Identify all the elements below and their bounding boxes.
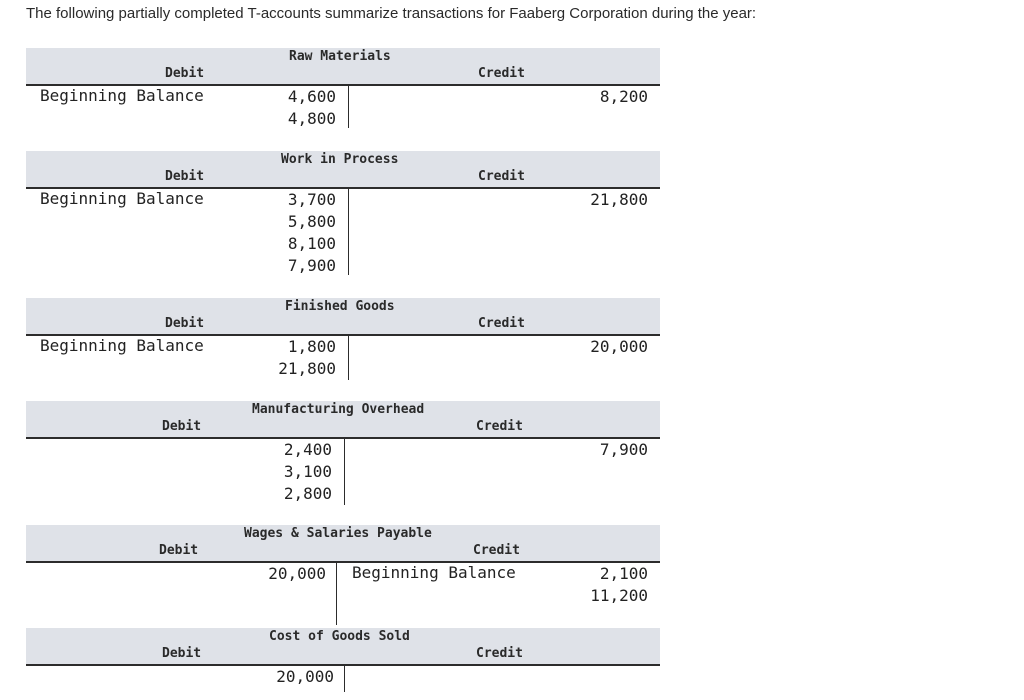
t-account-divider	[344, 666, 345, 692]
credit-value: 7,900	[599, 440, 648, 459]
t-account-work-in-process	[26, 151, 660, 276]
debit-value: 21,800	[278, 359, 336, 378]
credit-column	[590, 336, 648, 358]
debit-value: 20,000	[276, 667, 334, 686]
debit-value: 8,100	[287, 234, 336, 253]
t-account-finished-goods	[26, 298, 660, 380]
t-account-wages-salaries-payable	[26, 525, 660, 625]
credit-header: Credit	[478, 316, 525, 331]
t-account-divider	[344, 439, 345, 505]
t-account-divider	[336, 563, 337, 625]
credit-value: 21,800	[590, 190, 648, 209]
debit-value: 7,900	[287, 256, 336, 275]
t-account-title: Finished Goods	[285, 299, 395, 314]
debit-value: 4,600	[287, 87, 336, 106]
debit-column	[288, 86, 336, 130]
debit-value: 4,800	[287, 109, 336, 128]
debit-header: Debit	[165, 66, 205, 81]
beginning-balance-label: Beginning Balance	[40, 189, 204, 208]
credit-column	[600, 439, 648, 461]
beginning-balance-label: Beginning Balance	[352, 563, 516, 582]
debit-value: 1,800	[287, 337, 336, 356]
debit-value: 2,800	[283, 484, 332, 503]
debit-value: 3,700	[287, 190, 336, 209]
debit-value: 2,400	[283, 440, 332, 459]
beginning-balance-label: Beginning Balance	[40, 86, 204, 105]
credit-value: 20,000	[590, 337, 648, 356]
credit-header: Credit	[478, 66, 525, 81]
credit-header: Credit	[476, 646, 523, 661]
credit-value: 11,200	[590, 586, 648, 605]
debit-value: 5,800	[287, 212, 336, 231]
debit-value: 3,100	[283, 462, 332, 481]
credit-header: Credit	[473, 543, 520, 558]
t-account-title: Wages & Salaries Payable	[244, 526, 432, 541]
t-account-manufacturing-overhead	[26, 401, 660, 505]
t-account-title: Work in Process	[281, 152, 399, 167]
credit-column	[600, 86, 648, 108]
t-account-divider	[348, 336, 349, 380]
debit-header: Debit	[162, 646, 202, 661]
credit-value: 8,200	[599, 87, 648, 106]
debit-header: Debit	[159, 543, 199, 558]
debit-column	[278, 336, 336, 380]
debit-value: 20,000	[268, 564, 326, 583]
t-account-title: Raw Materials	[289, 49, 391, 64]
credit-header: Credit	[478, 169, 525, 184]
beginning-balance-label: Beginning Balance	[40, 336, 204, 355]
intro-text: The following partially completed T-accounts summarize transactions for Faaberg Corporation during the year:	[26, 5, 757, 22]
credit-column	[590, 563, 648, 607]
t-account-divider	[348, 86, 349, 128]
debit-column	[268, 563, 326, 585]
credit-value: 2,100	[599, 564, 648, 583]
debit-header: Debit	[162, 419, 202, 434]
debit-column	[284, 439, 332, 505]
debit-header: Debit	[165, 316, 205, 331]
debit-column	[276, 666, 334, 688]
credit-header: Credit	[476, 419, 523, 434]
debit-header: Debit	[165, 169, 205, 184]
t-account-title: Cost of Goods Sold	[269, 629, 410, 644]
credit-column	[590, 189, 648, 211]
t-account-title: Manufacturing Overhead	[252, 402, 425, 417]
debit-column	[288, 189, 336, 277]
t-account-divider	[348, 189, 349, 275]
t-account-cost-of-goods-sold	[26, 628, 660, 700]
t-account-raw-materials	[26, 48, 660, 128]
